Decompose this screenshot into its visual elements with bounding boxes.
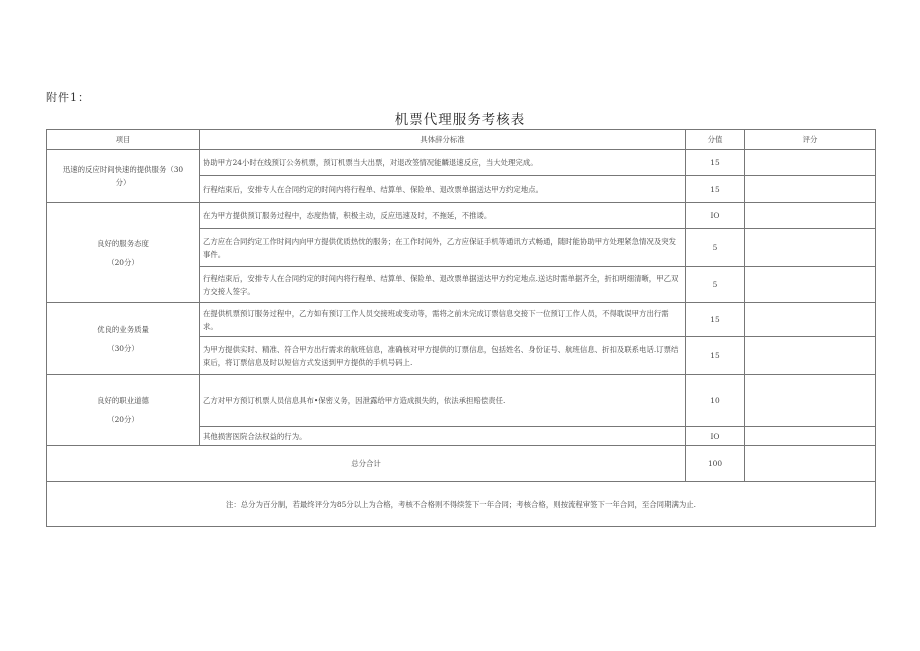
evaluation-cell[interactable] xyxy=(745,375,876,427)
evaluation-cell[interactable] xyxy=(745,337,876,375)
item-points: （20分） xyxy=(107,415,139,424)
item-label: 良好的服务态度 xyxy=(97,238,149,248)
note-text: 注：总分为百分制，若最终评分为85分以上为合格，考核不合格则不得续签下一年合同；考核合格，则按流程审签下一年合同，至合同期满为止. xyxy=(47,482,876,527)
total-score: 100 xyxy=(686,446,745,482)
item-label: 良好的职业道德 xyxy=(97,396,149,405)
total-label: 总分合计 xyxy=(47,446,686,482)
item-label: 迅速的反应时间快速的提供服务（30 xyxy=(62,165,184,174)
criteria-cell: 行程结束后，安排专人在合同约定的时间内将行程单、结算单、保险单、退改票单据送达甲方约定地点.送达时需单据齐全，折扣明细清晰，甲乙双方交接人签字。 xyxy=(200,267,686,303)
table-row xyxy=(47,375,876,427)
header-criteria: 具体辞分标准 xyxy=(200,130,686,150)
evaluation-cell[interactable] xyxy=(745,176,876,203)
item-points: 分） xyxy=(115,178,131,187)
header-evaluation: 评分 xyxy=(745,130,876,150)
criteria-cell: 乙方对甲方预订机票人员信息具布•保密义务，因泄露给甲方造成损失的，依法承担赔偿责任. xyxy=(200,375,686,427)
score-cell: 5 xyxy=(686,229,745,267)
score-cell: 15 xyxy=(686,176,745,203)
score-cell: 15 xyxy=(686,303,745,337)
item-cell-attitude xyxy=(47,203,200,303)
evaluation-cell[interactable] xyxy=(745,267,876,303)
evaluation-cell[interactable] xyxy=(745,150,876,176)
criteria-cell: 在为甲方提供预订服务过程中，态度热情，积极主动，反应迅速及时，不拖延，不推诿。 xyxy=(200,203,686,229)
score-cell: 15 xyxy=(686,150,745,176)
item-label: 优良的业务质量 xyxy=(97,324,149,334)
criteria-cell: 为甲方提供实时、精准、符合甲方出行需求的航班信息，准确核对甲方提供的订票信息，包括姓名、身份证号、航班信息、折扣及联系电话.订票结束后，将订票信息及时以短信方式发送到甲方提供的手机号码上. xyxy=(200,337,686,375)
table-row xyxy=(47,203,876,229)
criteria-cell: 行程结束后，安排专人在合同约定的时间内将行程单、结算单、保险单、退改票单据送达甲方约定地点。 xyxy=(200,176,686,203)
table-row xyxy=(47,150,876,176)
evaluation-cell[interactable] xyxy=(745,203,876,229)
header-score: 分值 xyxy=(686,130,745,150)
item-cell-ethics xyxy=(47,375,200,446)
document-title: 机票代理服务考核表 xyxy=(394,112,526,128)
header-row xyxy=(47,130,876,150)
criteria-cell: 在提供机票预订服务过程中，乙方如有预订工作人员交接班或变动等，需将之前未完成订票信息交接下一位预订工作人员，不得耽误甲方出行需求。 xyxy=(200,303,686,337)
table-row xyxy=(47,303,876,337)
criteria-cell: 其他损害医院合法权益的行为。 xyxy=(200,427,686,446)
evaluation-cell[interactable] xyxy=(745,229,876,267)
evaluation-table xyxy=(46,129,876,527)
score-cell: IO xyxy=(686,427,745,446)
item-points: （20分） xyxy=(107,257,139,267)
score-cell: IO xyxy=(686,203,745,229)
total-row xyxy=(47,446,876,482)
criteria-cell: 乙方应在合同约定工作时间内向甲方提供优质热忱的服务；在工作时间外，乙方应保证手机等通讯方式畅通，随时能协助甲方处理紧急情况及突发事件。 xyxy=(200,229,686,267)
note-row xyxy=(47,482,876,527)
item-points: （30分） xyxy=(107,343,139,353)
score-cell: 5 xyxy=(686,267,745,303)
score-cell: 15 xyxy=(686,337,745,375)
item-cell-quality xyxy=(47,303,200,375)
score-cell: 10 xyxy=(686,375,745,427)
item-cell-response xyxy=(47,150,200,203)
total-evaluation-cell[interactable] xyxy=(745,446,876,482)
evaluation-cell[interactable] xyxy=(745,427,876,446)
header-item: 项目 xyxy=(47,130,200,150)
attachment-label: 附件1： xyxy=(46,91,90,104)
criteria-cell: 协助甲方24小时在线预订公务机票，预订机票当大出票，对退改签情况能麟退速反应，当大处理完成。 xyxy=(200,150,686,176)
evaluation-cell[interactable] xyxy=(745,303,876,337)
